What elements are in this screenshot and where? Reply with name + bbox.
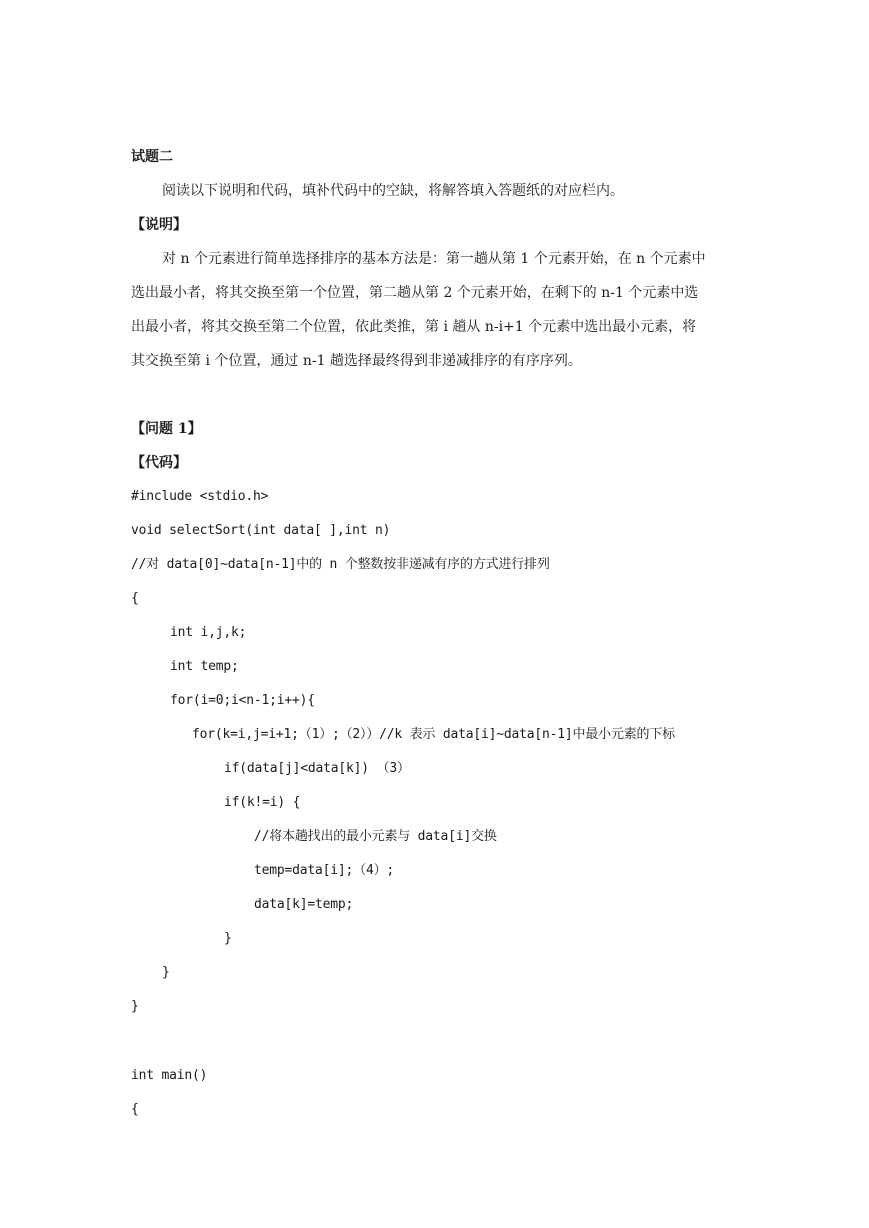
description-heading: 【说明】 (131, 217, 187, 233)
code-line: data[k]=temp; (254, 897, 354, 912)
intro-text: 阅读以下说明和代码，填补代码中的空缺，将解答填入答题纸的对应栏内。 (162, 183, 624, 199)
code-line: } (224, 931, 232, 946)
code-comment-line: //对 data[0]~data[n-1]中的 n 个整数按非递减有序的方式进行排列 (131, 557, 550, 572)
description-line: 其交换至第 i 个位置，通过 n-1 趟选择最终得到非递减排序的有序序列。 (131, 353, 582, 369)
exam-question-title: 试题二 (131, 149, 173, 165)
code-line: int temp; (170, 659, 239, 674)
code-line: #include <stdio.h> (131, 489, 269, 504)
code-line: if(k!=i) { (224, 795, 301, 810)
code-line: void selectSort(int data[ ],int n) (131, 523, 391, 538)
code-line: for(i=0;i<n-1;i++){ (170, 693, 315, 708)
description-line: 选出最小者，将其交换至第一个位置，第二趟从第 2 个元素开始，在剩下的 n-1 个元素中选 (131, 285, 699, 301)
code-line: { (131, 1102, 139, 1117)
code-line: if(data[j]<data[k]) （3） (224, 761, 410, 776)
code-line: } (131, 999, 139, 1014)
code-line: int i,j,k; (170, 625, 247, 640)
code-line: } (162, 965, 170, 980)
code-line: { (131, 591, 139, 606)
description-line: 对 n 个元素进行简单选择排序的基本方法是：第一趟从第 1 个元素开始，在 n 个元素中 (162, 251, 706, 267)
code-heading: 【代码】 (131, 455, 187, 471)
question-heading: 【问题 1】 (131, 421, 202, 437)
description-line: 出最小者，将其交换至第二个位置，依此类推，第 i 趟从 n-i+1 个元素中选出最小元素，将 (131, 319, 697, 335)
code-comment-line: //将本趟找出的最小元素与 data[i]交换 (254, 829, 497, 844)
code-line: for(k=i,j=i+1;（1）;（2））//k 表示 data[i]~data[n-1]中最小元素的下标 (192, 727, 675, 742)
code-line: temp=data[i];（4）; (254, 863, 394, 878)
code-line: int main() (131, 1068, 208, 1083)
